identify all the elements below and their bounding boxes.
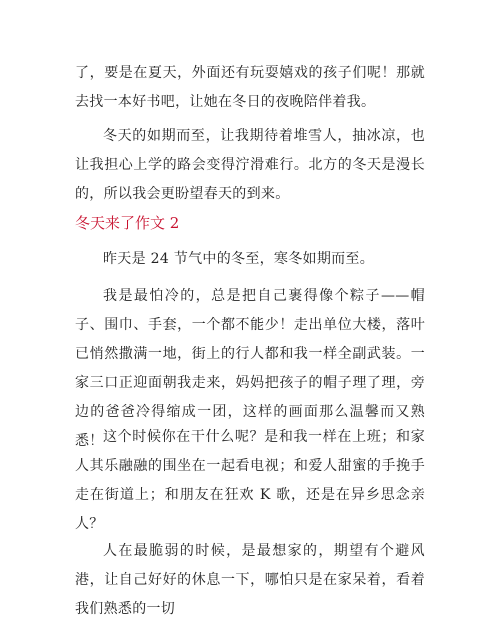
paragraph-5: 这个时候你在干什么呢？是和我一样在上班；和家人其乐融融的围坐在一起看电视；和爱人甜蜜的手挽手走在街道上；和朋友在狂欢 K 歌，还是在异乡思念亲人？ xyxy=(75,429,425,532)
paragraph-1: 了，要是在夏天，外面还有玩耍嬉戏的孩子们呢！那就去找一本好书吧，让她在冬日的夜晚陪伴着我。 xyxy=(75,65,425,110)
paragraph-2: 冬天的如期而至，让我期待着堆雪人，抽冰凉，也让我担心上学的路会变得泞滑难行。北方的冬天是漫长的，所以我会更盼望春天的到来。 xyxy=(75,128,425,202)
section-heading: 冬天来了作文 2 xyxy=(75,214,180,232)
paragraph-3: 昨天是 24 节气中的冬至，寒冬如期而至。 xyxy=(103,251,375,267)
paragraph-6: 人在最脆弱的时候，是最想家的，期望有个避风港，让自己好好的休息一下，哪怕只是在家呆着，看着我们熟悉的一切 xyxy=(75,543,425,617)
paragraph-4: 我是最怕冷的，总是把自己裹得像个粽子——帽子、围巾、手套，一个都不能少！走出单位大楼，落叶已悄然撒满一地，街上的行人都和我一样全副武装。一家三口正迎面朝我走来，妈妈把孩子的帽子理了理，旁边的爸爸冷得缩成一团，这样的画面那么温馨而又熟悉！ xyxy=(75,288,425,449)
